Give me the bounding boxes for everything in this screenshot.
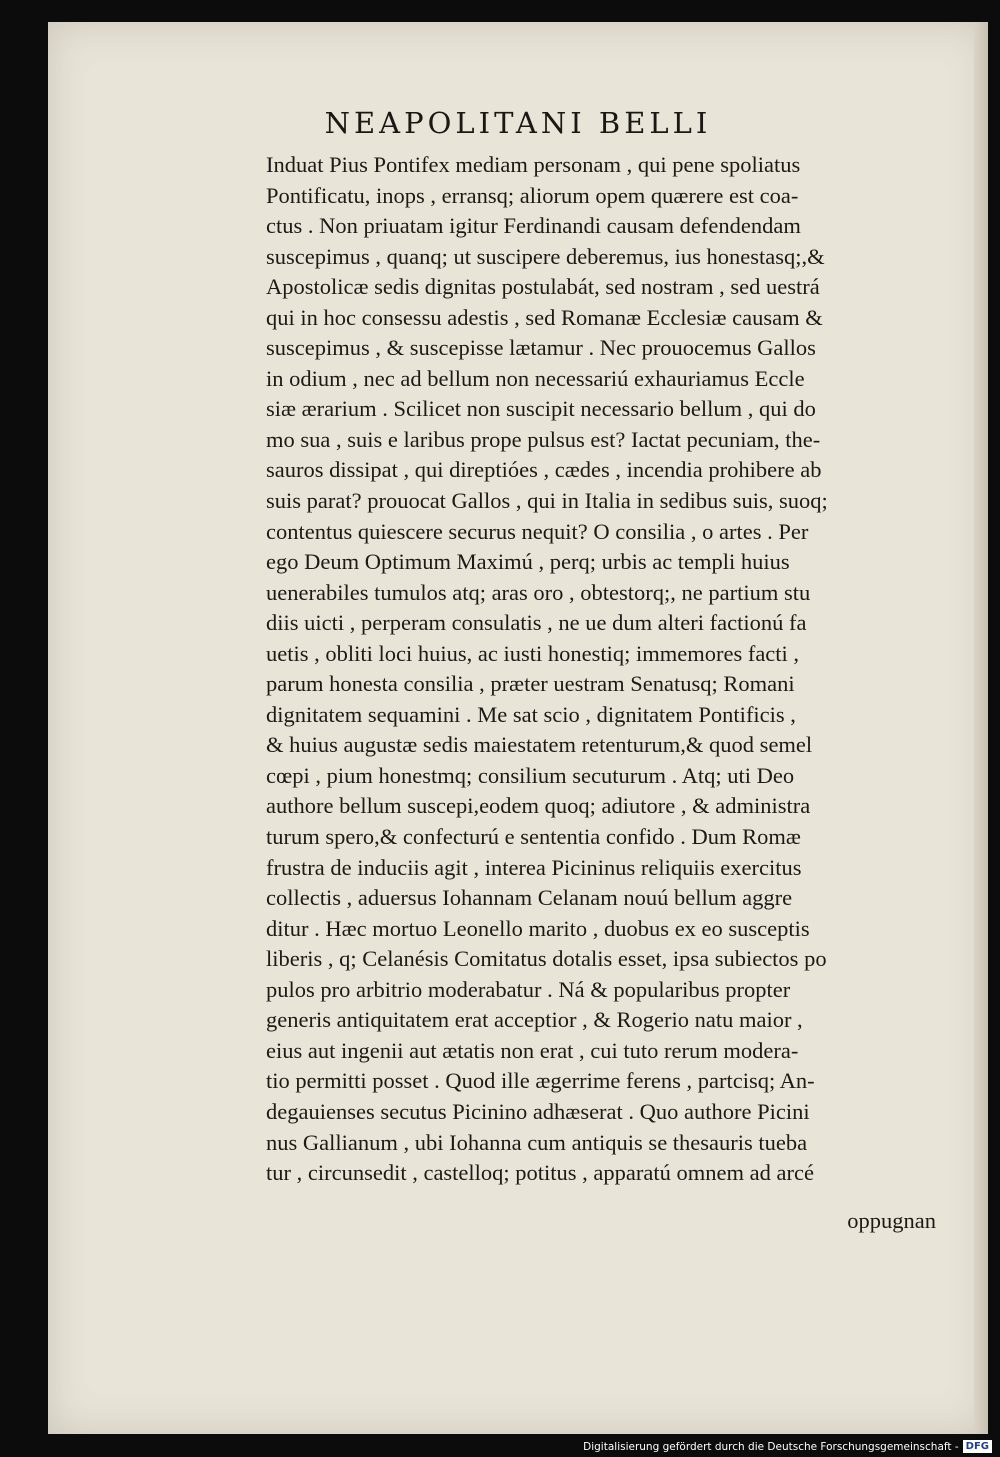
running-title: NEAPOLITANI BELLI bbox=[324, 106, 712, 140]
text-line: tur , circunsedit , castelloq; potitus , apparatú omnem ad arcé bbox=[266, 1160, 814, 1186]
text-line: turum spero,& confecturú e sententia confido . Dum Romæ bbox=[266, 824, 801, 850]
text-line: siæ ærarium . Scilicet non suscipit necessario bellum , qui do bbox=[266, 396, 816, 422]
text-line: mo sua , suis e laribus prope pulsus est? Iactat pecuniam, the- bbox=[266, 426, 821, 452]
text-line: suscepimus , & suscepisse lætamur . Nec prouocemus Gallos bbox=[266, 335, 816, 361]
text-line: in odium , nec ad bellum non necessariú exhauriamus Eccle bbox=[266, 365, 805, 391]
digitization-credit bbox=[583, 1440, 992, 1453]
text-line: eius aut ingenii aut ætatis non erat , cui tuto rerum modera- bbox=[266, 1037, 799, 1063]
text-line: sauros dissipat , qui direptióes , cædes , incendia prohibere ab bbox=[266, 457, 822, 483]
text-line: Apostolicæ sedis dignitas postulabát, sed nostram , sed uestrá bbox=[266, 274, 820, 300]
text-line: contentus quiescere securus nequit? O consilia , o artes . Per bbox=[266, 518, 809, 544]
text-line: Induat Pius Pontifex mediam personam , qui pene spoliatus bbox=[266, 152, 801, 177]
text-line: nus Gallianum , ubi Iohanna cum antiquis se thesauris tueba bbox=[266, 1129, 808, 1155]
body-text bbox=[266, 150, 956, 1189]
text-line: uetis , obliti loci huius, ac iusti honestiq; immemores facti , bbox=[266, 640, 800, 666]
text-line: generis antiquitatem erat acceptior , & Rogerio natu maior , bbox=[266, 1007, 803, 1033]
text-line: degauienses secutus Picinino adhæserat . Quo authore Picini bbox=[266, 1098, 810, 1124]
text-line: & huius augustæ sedis maiestatem retenturum,& quod semel bbox=[266, 732, 813, 758]
text-line: uenerabiles tumulos atq; aras oro , obtestorq;, ne partium stu bbox=[266, 579, 811, 605]
text-line: qui in hoc consessu adestis , sed Romanæ Ecclesiæ causam & bbox=[266, 304, 823, 330]
text-line: dignitatem sequamini . Me sat scio , dignitatem Pontificis , bbox=[266, 701, 796, 727]
text-line: ego Deum Optimum Maximú , perq; urbis ac templi huius bbox=[266, 549, 790, 575]
text-line: pulos pro arbitrio moderabatur . Ná & popularibus propter bbox=[266, 976, 791, 1002]
book-page bbox=[48, 22, 988, 1434]
text-line: suis parat? prouocat Gallos , qui in Italia in sedibus suis, suoq; bbox=[266, 488, 828, 514]
text-line: ditur . Hæc mortuo Leonello marito , duobus ex eo susceptis bbox=[266, 915, 810, 941]
text-line: frustra de induciis agit , interea Picininus reliquiis exercitus bbox=[266, 854, 802, 880]
catchword: oppugnan bbox=[847, 1208, 936, 1233]
text-line: tio permitti posset . Quod ille ægerrime ferens , partcisq; An- bbox=[266, 1068, 815, 1094]
text-line: diis uicti , perperam consulatis , ne ue dum alteri factionú fa bbox=[266, 610, 807, 636]
text-line: parum honesta consilia , præter uestram Senatusq; Romani bbox=[266, 671, 795, 697]
text-line: liberis , q; Celanésis Comitatus dotalis esset, ipsa subiectos po bbox=[266, 946, 827, 972]
page-edge bbox=[974, 22, 988, 1434]
text-line: ctus . Non priuatam igitur Ferdinandi causam defendendam bbox=[266, 213, 801, 239]
text-line: collectis , aduersus Iohannam Celanam nouú bellum aggre bbox=[266, 885, 793, 911]
text-line: cœpi , pium honestmq; consilium secuturum . Atq; uti Deo bbox=[266, 762, 795, 788]
text-line: suscepimus , quanq; ut suscipere deberemus, ius honestasq;,& bbox=[266, 243, 825, 269]
text-line: authore bellum suscepi,eodem quoq; adiutore , & administra bbox=[266, 793, 811, 819]
dfg-logo: DFG bbox=[963, 1440, 992, 1453]
credit-text: Digitalisierung gefördert durch die Deutsche Forschungsgemeinschaft - bbox=[583, 1440, 959, 1453]
text-line: Pontificatu, inops , erransq; aliorum opem quærere est coa- bbox=[266, 182, 799, 208]
